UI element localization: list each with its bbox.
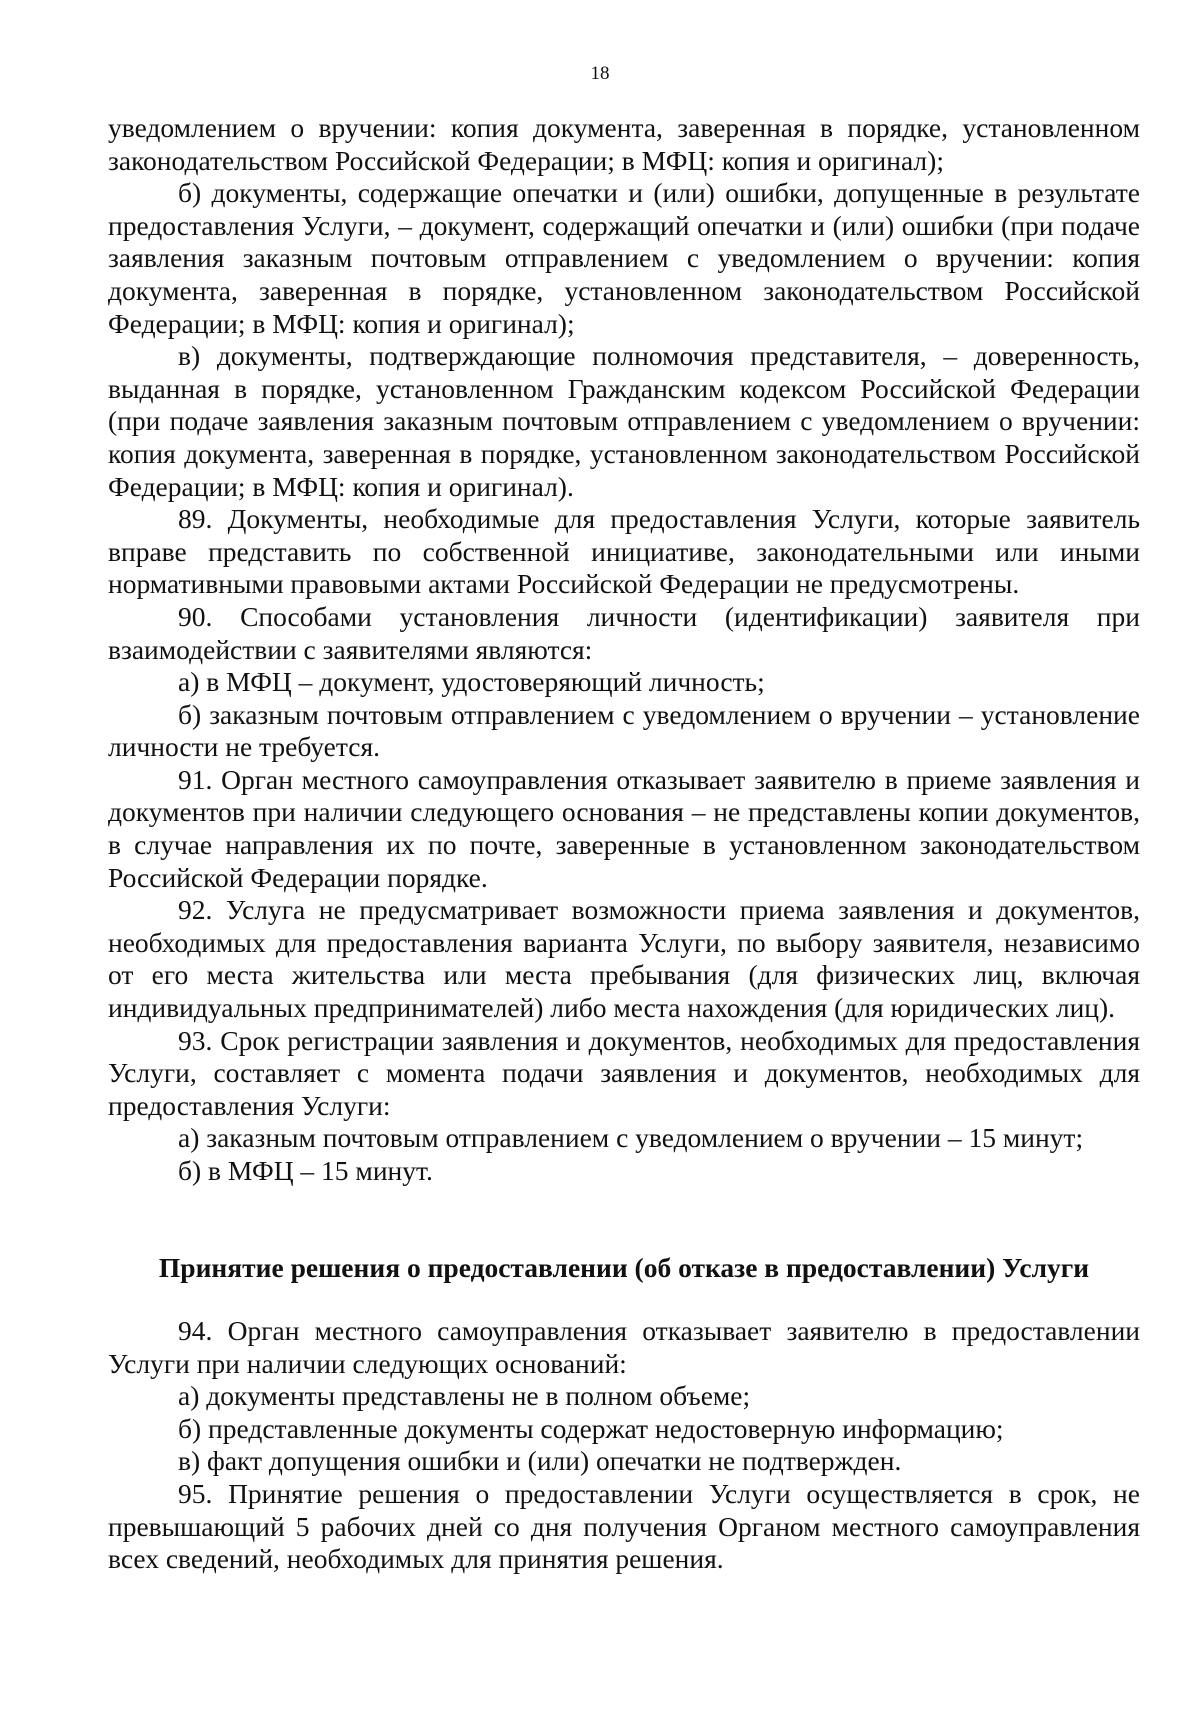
paragraph: 89. Документы, необходимые для предоставления Услуги, которые заявитель вправе представить по собственной инициативе, законодательными или иными нормативными правовыми актами Российской Федерации не предусмотрены. bbox=[108, 503, 1140, 600]
page-number: 18 bbox=[590, 63, 610, 84]
paragraph: а) в МФЦ – документ, удостоверяющий личность; bbox=[178, 666, 765, 698]
paragraph: 90. Способами установления личности (идентификации) заявителя при взаимодействии с заявителями являются: bbox=[108, 600, 1140, 665]
paragraph: б) в МФЦ – 15 минут. bbox=[178, 1155, 433, 1186]
paragraph: 95. Принятие решения о предоставлении Услуги осуществляется в срок, не превышающий 5 рабочих дней со дня получения Органом местного самоуправления всех сведений, необходимых для принятия решения. bbox=[108, 1477, 1140, 1575]
paragraph: а) заказным почтовым отправлением с уведомлением о вручении – 15 минут; bbox=[178, 1122, 1084, 1154]
paragraph: в) факт допущения ошибки и (или) опечатки не подтвержден. bbox=[178, 1445, 902, 1477]
paragraph: б) заказным почтовым отправлением с уведомлением о вручении – установление личности не требуется. bbox=[108, 698, 1140, 763]
document-body bbox=[108, 112, 1140, 1188]
section-heading: Принятие решения о предоставлении (об отказе в предоставлении) Услуги bbox=[158, 1252, 1090, 1283]
paragraph: 94. Орган местного самоуправления отказывает заявителю в предоставлении Услуги при наличии следующих оснований: bbox=[108, 1315, 1140, 1379]
paragraph: 92. Услуга не предусматривает возможности приема заявления и документов, необходимых для предоставления варианта Услуги, по выбору заявителя, независимо от его места жительства или места пребывания (для физических лиц, включая индивидуальных предпринимателей) либо места нахождения (для юридических лиц). bbox=[108, 894, 1140, 1024]
paragraph: уведомлением о вручении: копия документа, заверенная в порядке, установленном законодательством Российской Федерации; в МФЦ: копия и оригинал); bbox=[108, 112, 1140, 176]
paragraph: б) представленные документы содержат недостоверную информацию; bbox=[178, 1412, 1004, 1444]
paragraph: а) документы представлены не в полном объеме; bbox=[178, 1380, 751, 1412]
paragraph: 93. Срок регистрации заявления и документов, необходимых для предоставления Услуги, составляет с момента подачи заявления и документов, необходимых для предоставления Услуги: bbox=[108, 1024, 1140, 1121]
paragraph: б) документы, содержащие опечатки и (или) ошибки, допущенные в результате предоставления Услуги, – документ, содержащий опечатки и (или) ошибки (при подаче заявления заказным почтовым отправлением с уведомлением о вручении: копия документа, заверенная в порядке, установленном законодательством Российской Федерации; в МФЦ: копия и оригинал); bbox=[108, 177, 1140, 339]
paragraph: 91. Орган местного самоуправления отказывает заявителю в приеме заявления и документов при наличии следующего основания – не представлены копии документов, в случае направления их по почте, заверенные в установленном законодательством Российской Федерации порядке. bbox=[108, 763, 1140, 893]
section-body bbox=[108, 1315, 1140, 1576]
paragraph: в) документы, подтверждающие полномочия представителя, – доверенность, выданная в порядке, установленном Гражданским кодексом Российской Федерации (при подаче заявления заказным почтовым отправлением с уведомлением о вручении: копия документа, заверенная в порядке, установленном законодательством Российской Федерации; в МФЦ: копия и оригинал). bbox=[108, 340, 1140, 502]
